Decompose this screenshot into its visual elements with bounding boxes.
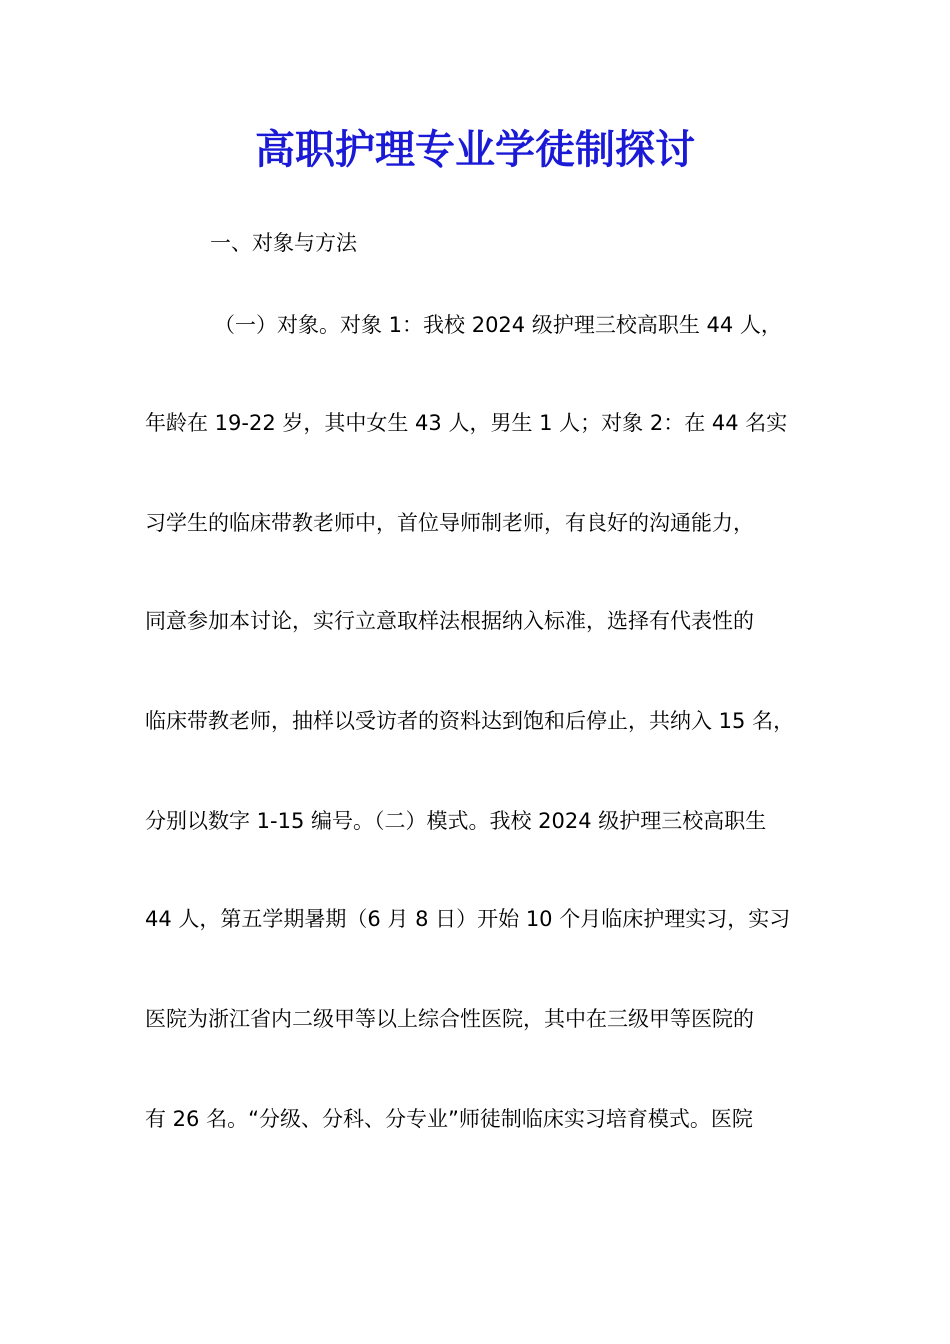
paragraph-line: 分别以数字 1-15 编号。（二）模式。我校 2024 级护理三校高职生	[145, 809, 767, 833]
paragraph-line: 44 人，第五学期暑期（6 月 8 日）开始 10 个月临床护理实习，实习	[145, 907, 791, 931]
paragraph-line: 医院为浙江省内二级甲等以上综合性医院，其中在三级甲等医院的	[145, 1007, 754, 1031]
paragraph-line: 习学生的临床带教老师中，首位导师制老师，有良好的沟通能力，	[145, 511, 754, 535]
paragraph-line: （一）对象。对象 1：我校 2024 级护理三校高职生 44 人，	[214, 313, 782, 337]
paragraph-line: 同意参加本讨论，实行立意取样法根据纳入标准，选择有代表性的	[145, 609, 754, 633]
paragraph-line: 临床带教老师，抽样以受访者的资料达到饱和后停止，共纳入 15 名，	[145, 709, 795, 733]
paragraph-line: 年龄在 19-22 岁，其中女生 43 人，男生 1 人；对象 2：在 44 名实	[145, 411, 788, 435]
section-heading: 一、对象与方法	[210, 231, 357, 255]
document-title: 高职护理专业学徒制探讨	[255, 126, 695, 173]
paragraph-line: 有 26 名。“分级、分科、分专业”师徒制临床实习培育模式。医院	[145, 1107, 753, 1131]
